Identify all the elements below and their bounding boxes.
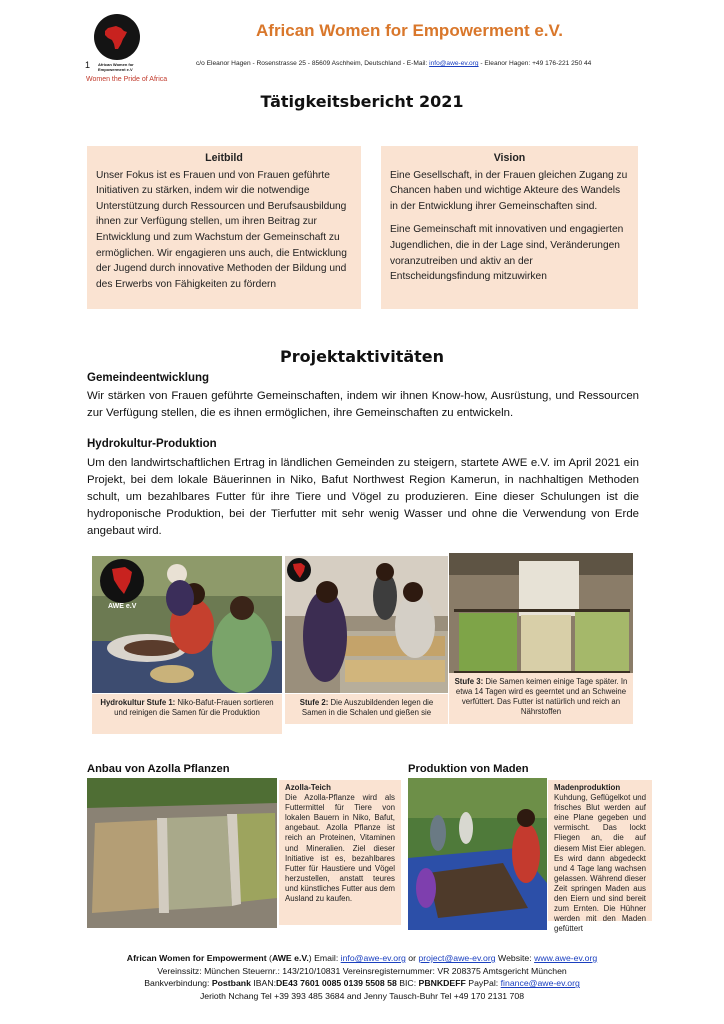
photo-sprouts	[449, 553, 633, 679]
azolla-box-title: Azolla-Teich	[285, 783, 331, 792]
hydro-heading: Hydrokultur-Produktion	[87, 438, 217, 450]
maggots-box-title: Madenproduktion	[554, 783, 621, 792]
photo-seed-trays	[285, 556, 448, 693]
maggots-heading: Produktion von Maden	[408, 763, 529, 775]
vision-text-2: Eine Gemeinschaft mit innovativen und engagierten Jugendlichen, die in der Lage sind, Veränderungen voranzutreiben und aktiv an der Entscheidungsfindung mitzuwirken	[390, 224, 624, 283]
vision-box	[381, 146, 638, 309]
leitbild-box	[87, 146, 361, 309]
photo-azolla-pond	[87, 778, 277, 928]
org-address: c/o Eleanor Hagen - Rosenstrasse 25 - 85609 Aschheim, Deutschland - E-Mail: info@awe-ev.org - Eleanor Hagen: +49 176-221 250 44	[196, 60, 592, 67]
vision-text-1: Eine Gesellschaft, in der Frauen gleichen Zugang zu Chancen haben und wichtige Akteure des Wandels in der Entwicklung ihrer Gemeinschaften sind.	[390, 169, 628, 212]
footer-email-info[interactable]: info@awe-ev.org	[340, 953, 406, 963]
logo-tagline: Women the Pride of Africa	[86, 76, 168, 83]
footer-line-4: Jerioth Nchang Tel +39 393 485 3684 and Jenny Tausch-Buhr Tel +49 170 2131 708	[199, 990, 525, 1001]
maggots-box	[548, 780, 652, 934]
footer-line-2: Vereinssitz: München Steuernr.: 143/210/10831 Vereinsregisternummer: VR 208375 Amtsgericht München	[157, 965, 567, 976]
africa-map-icon	[100, 22, 132, 54]
leitbild-text: Unser Fokus ist es Frauen und von Frauen geführte Initiativen zu stärken, indem wir die notwendige Unterstützung durch Ressourcen und Berufsausbildung ihnen zur Verfügung stellen, um ihren Beitrag zur Entwicklung und zum Wachstum der Gemeinschaft zu ermöglichen. Wir engagieren uns auch, die Entwicklung der Jugend durch innovative Methoden der Bildung und des Erwerbs von Fähigkeiten zu fördern	[96, 169, 347, 290]
footer-email-project[interactable]: project@awe-ev.org	[418, 953, 496, 963]
page-title: Tätigkeitsbericht 2021	[260, 92, 464, 111]
vision-heading: Vision	[493, 152, 526, 164]
footer	[0, 952, 724, 1002]
footer-paypal-link[interactable]: finance@awe-ev.org	[500, 978, 580, 989]
azolla-box	[279, 780, 401, 925]
maggots-box-text: Kuhdung, Geflügelkot und frisches Blut werden auf eine Plane gegeben und vermischt. Das lockt Fliegen an, die auf diesem Mist Eier ablegen. Es wird dann abgedeckt und 4 Tage lang wachsen gelassen. Während dieser Zeit springen Maden aus den Eiern und sind bereit zum Ernten. Die Hühner werden mit den Maden gefüttert	[554, 793, 646, 934]
footer-line-1: African Women for Empowerment (AWE e.V.) Email: info@awe-ev.org or project@awe-ev.org Website: www.awe-ev.org	[126, 953, 598, 963]
email-link[interactable]: info@awe-ev.org	[429, 60, 479, 67]
community-heading: Gemeindeentwicklung	[87, 372, 210, 384]
footer-line-3: Bankverbindung: Postbank IBAN:DE43 7601 0085 0139 5508 58 BIC: PBNKDEFF PayPal: finance@awe-ev.org	[144, 978, 580, 989]
leitbild-heading: Leitbild	[205, 152, 243, 164]
community-text: Wir stärken von Frauen geführte Gemeinschaften, indem wir ihnen Know-how, Ausrüstung, und Ressourcen zur Verfügung stellen, die es ihnen ermöglichen, ihre Gemeinschaften zu entwickeln.	[87, 390, 639, 420]
photo-seed-sorting	[92, 556, 282, 693]
awe-watermark: AWE e.V	[108, 603, 137, 610]
org-title: African Women for Empowerment e.V.	[256, 21, 564, 40]
footer-website-link[interactable]: www.awe-ev.org	[534, 953, 598, 963]
azolla-box-text: Die Azolla-Pflanze wird als Futtermittel für Tiere von lokalen Bauern in Niko, Bafut, angebaut. Azolla Pflanze ist reich an Proteinen, Vitaminen und Mineralien. Ziel dieser Initiative ist es, bezahlbares Futter für Haustiere und Vögel herzustellen, anstatt teures und künstliches Futter aus dem Ausland zu kaufen.	[285, 793, 395, 904]
caption-stage-3: Stufe 3: Die Samen keimen einige Tage später. In etwa 14 Tagen wird es geerntet und an Schweine verfüttert. Das Futter ist natürlich und reich an Nährstoffen	[449, 673, 633, 724]
hydro-text: Um den landwirtschaftlichen Ertrag in ländlichen Gemeinden zu steigern, startete AWE e.V. im April 2021 ein Projekt, bei dem lokale Bäuerinnen in Niko, Bafut Northwest Region Kamerun, in nachhaltigen Methoden schult, um bezahlbares Futter für ihre Tiere und Vögel zu produzieren. Eine dieser Schulungen ist die hydroponische Produktion, bei der Tierfutter mit sehr wenig Wasser und ohne die Verwendung von Erde angebaut wird.	[87, 457, 639, 538]
photo-maggot-production	[408, 778, 547, 930]
caption-stage-1: Hydrokultur Stufe 1: Niko-Bafut-Frauen sortieren und reinigen die Samen für die Produktion	[92, 694, 282, 734]
page-number: 1	[85, 60, 91, 70]
caption-stage-2: Stufe 2: Die Auszubildenden legen die Samen in die Schalen und gießen sie	[285, 694, 448, 724]
azolla-heading: Anbau von Azolla Pflanzen	[87, 763, 230, 775]
logo-name: African Women for Empowerment e.V	[98, 62, 134, 72]
section-title: Projektaktivitäten	[279, 347, 445, 366]
